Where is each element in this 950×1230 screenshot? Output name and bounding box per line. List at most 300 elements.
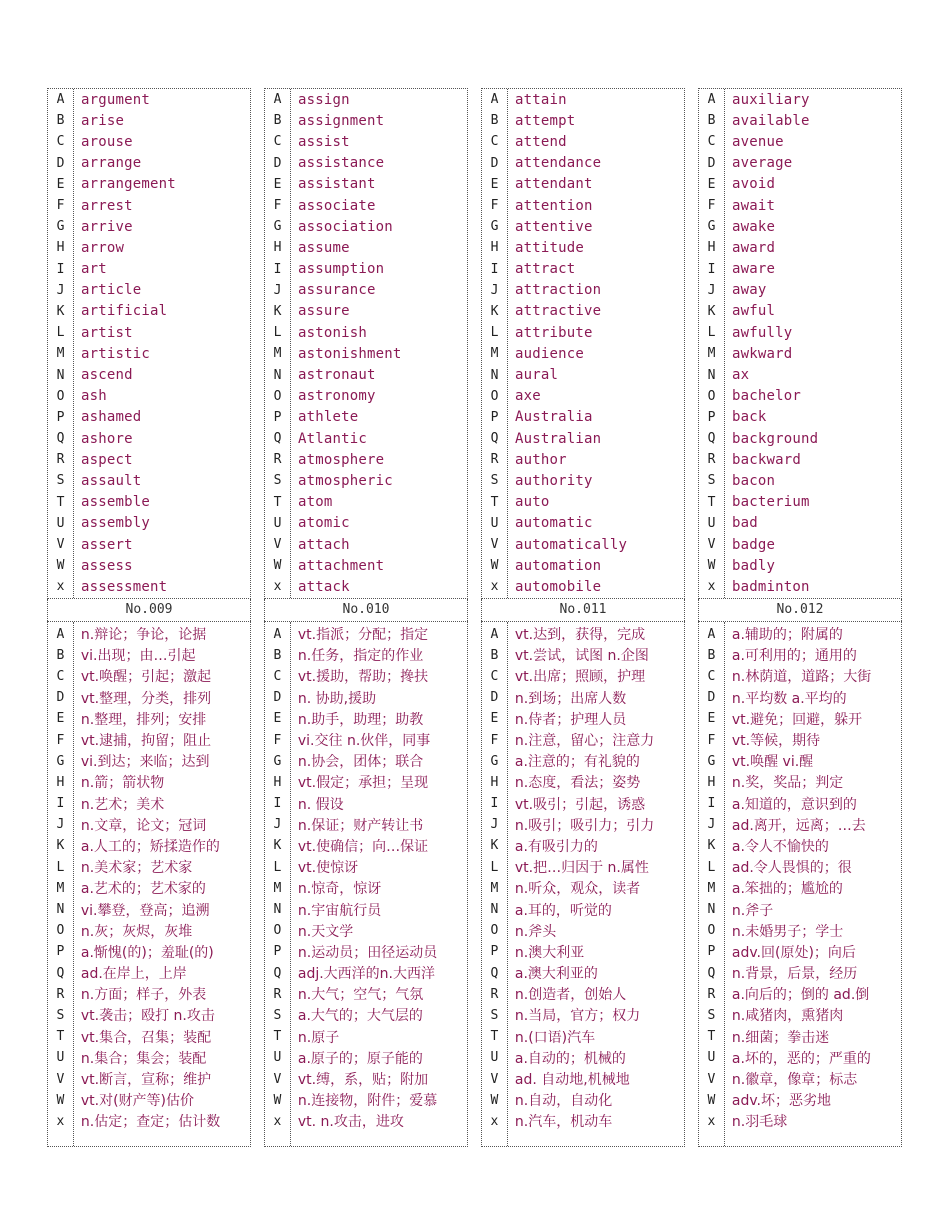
row-letter: H (707, 240, 716, 256)
row-letter: H (56, 240, 65, 256)
meaning-row (48, 963, 250, 984)
chinese-meaning: vt.对(财产等)估价 (80, 1093, 195, 1110)
meaning-row (48, 941, 250, 962)
row-letter: B (56, 113, 65, 129)
row-letter: N (707, 367, 716, 383)
row-letter: J (273, 817, 282, 833)
meaning-row (699, 899, 901, 920)
row-letter: S (490, 1007, 499, 1023)
english-word: article (81, 282, 142, 299)
english-word: attention (515, 197, 593, 214)
english-word: assumption (298, 261, 385, 278)
english-word: ashamed (81, 409, 142, 426)
english-word: art (81, 261, 107, 278)
meaning-row (699, 687, 901, 708)
row-letter: G (273, 219, 282, 235)
chinese-meaning: vt.达到，获得，完成 (514, 627, 646, 644)
english-word: automation (515, 557, 602, 574)
chinese-meaning: n.吸引；吸引力；引力 (514, 817, 655, 834)
row-letter: V (490, 1071, 499, 1087)
meaning-row (265, 729, 467, 750)
chinese-meaning: n.(口语)汽车 (514, 1029, 596, 1046)
chinese-meaning: n.咸猪肉，熏猪肉 (731, 1008, 844, 1025)
word-row (48, 449, 250, 470)
english-word: bacterium (732, 494, 810, 511)
row-letter: T (56, 1029, 65, 1045)
meaning-row (48, 687, 250, 708)
chinese-meaning: n.整理，排列；安排 (80, 711, 207, 728)
meaning-row (699, 835, 901, 856)
meaning-row (265, 645, 467, 666)
row-letter: W (56, 558, 65, 574)
word-row (482, 449, 684, 470)
meaning-row (265, 920, 467, 941)
english-word: ascend (81, 367, 133, 384)
english-word: available (732, 112, 810, 129)
row-letter: V (56, 537, 65, 553)
english-word: astronaut (298, 367, 376, 384)
row-letter: E (273, 711, 282, 727)
row-letter: Q (56, 965, 65, 981)
row-letter: L (490, 859, 499, 875)
row-letter: V (273, 537, 282, 553)
chinese-meaning: vt.袭击；殴打 n.攻击 (80, 1008, 215, 1025)
chinese-meaning: n.协会，团体；联合 (297, 754, 424, 771)
row-letter: M (490, 880, 499, 896)
english-word: athlete (298, 409, 359, 426)
row-letter: U (707, 1050, 716, 1066)
row-letter: R (56, 986, 65, 1002)
row-letter: P (273, 944, 282, 960)
word-row (265, 322, 467, 343)
vocab-column (698, 88, 902, 1150)
row-letter: D (56, 690, 65, 706)
word-row (265, 470, 467, 491)
vocab-column (47, 88, 251, 1150)
meaning-row (482, 1111, 684, 1132)
row-letter: L (490, 325, 499, 341)
word-row (48, 216, 250, 237)
chinese-meaning: vt.尝试，试图 n.企图 (514, 648, 649, 665)
meaning-row (482, 708, 684, 729)
meaning-row (699, 772, 901, 793)
row-letter: O (56, 388, 65, 404)
row-letter: E (273, 176, 282, 192)
chinese-meaning: n. 假设 (297, 796, 344, 813)
row-letter: R (490, 986, 499, 1002)
meaning-row (482, 920, 684, 941)
row-letter: N (490, 902, 499, 918)
english-word: assignment (298, 112, 385, 129)
word-row (265, 449, 467, 470)
meaning-row (482, 835, 684, 856)
meaning-row (699, 1090, 901, 1111)
row-letter: C (707, 134, 716, 150)
english-word: axe (515, 388, 541, 405)
chinese-meaning: n.侍者；护理人员 (514, 711, 627, 728)
row-letter: F (707, 732, 716, 748)
chinese-meaning: vt.出席；照顾，护理 (514, 669, 646, 686)
english-word: astonish (298, 324, 368, 341)
row-letter: O (707, 388, 716, 404)
row-letter: A (273, 626, 282, 642)
word-row (48, 174, 250, 195)
meaning-row (482, 729, 684, 750)
english-word: authority (515, 472, 593, 489)
row-letter: J (490, 282, 499, 298)
chinese-meaning: n.细菌；拳击迷 (731, 1029, 830, 1046)
row-letter: E (56, 176, 65, 192)
english-word: aural (515, 367, 559, 384)
list-number: No.010 (264, 599, 468, 621)
word-row (699, 407, 901, 428)
english-word: assist (298, 133, 350, 150)
row-letter: S (56, 473, 65, 489)
word-row (699, 386, 901, 407)
chinese-meaning: a.大气的；大气层的 (297, 1008, 423, 1025)
english-word: attend (515, 133, 567, 150)
english-word: away (732, 282, 767, 299)
meaning-row (482, 793, 684, 814)
chinese-meaning: a.艺术的；艺术家的 (80, 881, 206, 898)
row-letter: M (273, 880, 282, 896)
chinese-meaning: n.未婚男子；学士 (731, 923, 844, 940)
meaning-row (265, 857, 467, 878)
row-letter: K (56, 303, 65, 319)
word-list (698, 88, 902, 599)
meaning-row (48, 751, 250, 772)
meaning-row (699, 645, 901, 666)
row-letter: V (273, 1071, 282, 1087)
meaning-row (699, 984, 901, 1005)
chinese-meaning: ad.离开，远离；…去 (731, 817, 866, 834)
word-row (265, 237, 467, 258)
chinese-meaning: adv.回(原处)；向后 (731, 944, 856, 961)
meaning-row (699, 814, 901, 835)
row-letter: H (490, 774, 499, 790)
meaning-row (265, 1026, 467, 1047)
row-letter: B (707, 647, 716, 663)
chinese-meaning: vt.整理，分类，排列 (80, 690, 212, 707)
row-letter: U (490, 1050, 499, 1066)
chinese-meaning: a.自动的；机械的 (514, 1050, 626, 1067)
row-letter: I (490, 796, 499, 812)
word-row (48, 195, 250, 216)
english-word: auxiliary (732, 91, 810, 108)
english-word: awfully (732, 324, 793, 341)
word-row (265, 364, 467, 385)
english-word: badly (732, 557, 776, 574)
meaning-row (265, 1047, 467, 1068)
row-letter: E (707, 176, 716, 192)
meaning-row (48, 835, 250, 856)
english-word: back (732, 409, 767, 426)
word-row (48, 131, 250, 152)
meaning-list (264, 621, 468, 1148)
row-letter: P (707, 409, 716, 425)
english-word: automatically (515, 536, 628, 553)
row-letter: W (490, 1092, 499, 1108)
chinese-meaning: vt.使确信；向…保证 (297, 838, 429, 855)
meaning-row (699, 751, 901, 772)
row-letter: U (56, 1050, 65, 1066)
meaning-row (265, 1090, 467, 1111)
word-row (482, 386, 684, 407)
chinese-meaning: n.注意，留心；注意力 (514, 733, 655, 750)
english-word: attract (515, 261, 576, 278)
meaning-row (265, 941, 467, 962)
meaning-row (482, 984, 684, 1005)
meaning-row (48, 857, 250, 878)
chinese-meaning: n.原子 (297, 1029, 340, 1046)
row-letter: F (273, 198, 282, 214)
meaning-row (482, 687, 684, 708)
word-row (48, 322, 250, 343)
row-letter: C (273, 668, 282, 684)
row-letter: I (56, 261, 65, 277)
word-row (48, 343, 250, 364)
chinese-meaning: n.当局，官方；权力 (514, 1008, 641, 1025)
meaning-row (482, 857, 684, 878)
chinese-meaning: vt.等候，期待 (731, 733, 821, 750)
row-letter: T (490, 1029, 499, 1045)
row-letter: D (707, 155, 716, 171)
row-letter: B (490, 647, 499, 663)
word-row (265, 513, 467, 534)
english-word: attain (515, 91, 567, 108)
meaning-row (265, 624, 467, 645)
word-row (482, 576, 684, 597)
word-row (265, 492, 467, 513)
word-row (48, 89, 250, 110)
row-letter: O (273, 923, 282, 939)
english-word: association (298, 218, 393, 235)
english-word: awkward (732, 345, 793, 362)
meaning-row (265, 835, 467, 856)
word-row (265, 216, 467, 237)
row-letter: W (490, 558, 499, 574)
row-letter: J (56, 817, 65, 833)
meaning-list (698, 621, 902, 1148)
word-row (699, 216, 901, 237)
row-letter: K (707, 303, 716, 319)
row-letter: R (273, 452, 282, 468)
chinese-meaning: n.运动员；田径运动员 (297, 944, 438, 961)
word-row (265, 555, 467, 576)
meaning-row (48, 899, 250, 920)
list-number: No.012 (698, 599, 902, 621)
word-row (48, 534, 250, 555)
chinese-meaning: n.奖，奖品；判定 (731, 775, 844, 792)
row-letter: T (56, 494, 65, 510)
meaning-row (265, 751, 467, 772)
english-word: awful (732, 303, 776, 320)
word-row (699, 534, 901, 555)
meaning-row (699, 624, 901, 645)
row-letter: A (273, 92, 282, 108)
row-letter: W (707, 1092, 716, 1108)
chinese-meaning: n. 协助,援助 (297, 690, 377, 707)
row-letter: K (273, 303, 282, 319)
word-row (48, 280, 250, 301)
row-letter: D (273, 690, 282, 706)
chinese-meaning: n.集合；集会；装配 (80, 1050, 207, 1067)
english-word: assistance (298, 155, 385, 172)
word-row (48, 513, 250, 534)
meaning-row (265, 708, 467, 729)
english-word: assure (298, 303, 350, 320)
list-number: No.009 (47, 599, 251, 621)
chinese-meaning: n.斧头 (514, 923, 557, 940)
meaning-row (48, 793, 250, 814)
word-row (482, 110, 684, 131)
word-row (482, 131, 684, 152)
row-letter: D (490, 690, 499, 706)
row-letter: F (707, 198, 716, 214)
word-row (265, 301, 467, 322)
meaning-row (48, 920, 250, 941)
word-row (482, 407, 684, 428)
row-letter: S (707, 1007, 716, 1023)
english-word: badminton (732, 578, 810, 595)
english-word: background (732, 430, 819, 447)
word-row (482, 301, 684, 322)
row-letter: O (490, 923, 499, 939)
word-row (265, 343, 467, 364)
meaning-row (482, 751, 684, 772)
vocabulary-sheet (47, 88, 899, 1150)
row-letter: H (56, 774, 65, 790)
chinese-meaning: adj.大西洋的n.大西洋 (297, 966, 436, 983)
row-letter: Q (56, 431, 65, 447)
chinese-meaning: n.天文学 (297, 923, 354, 940)
meaning-row (265, 772, 467, 793)
word-row (482, 153, 684, 174)
chinese-meaning: n.自动，自动化 (514, 1093, 613, 1110)
row-letter: N (490, 367, 499, 383)
meaning-row (265, 1068, 467, 1089)
row-letter: M (56, 880, 65, 896)
chinese-meaning: a.笨拙的；尴尬的 (731, 881, 843, 898)
chinese-meaning: a.惭愧(的)；羞耻(的) (80, 944, 214, 961)
english-word: atmosphere (298, 451, 385, 468)
word-row (699, 343, 901, 364)
row-letter: T (490, 494, 499, 510)
chinese-meaning: n.惊奇，惊讶 (297, 881, 382, 898)
row-letter: K (707, 838, 716, 854)
row-letter: x (273, 579, 282, 595)
meaning-row (482, 878, 684, 899)
english-word: aspect (81, 451, 133, 468)
chinese-meaning: ad. 自动地,机械地 (514, 1072, 630, 1089)
chinese-meaning: n.林荫道，道路；大街 (731, 669, 872, 686)
row-letter: B (273, 647, 282, 663)
meaning-row (482, 1047, 684, 1068)
word-row (699, 153, 901, 174)
row-letter: T (707, 494, 716, 510)
chinese-meaning: n.汽车，机动车 (514, 1114, 613, 1131)
row-letter: T (273, 1029, 282, 1045)
chinese-meaning: vt.唤醒；引起；激起 (80, 669, 212, 686)
chinese-meaning: a.人工的；矫揉造作的 (80, 838, 220, 855)
word-row (265, 428, 467, 449)
meaning-row (699, 1047, 901, 1068)
row-letter: L (56, 859, 65, 875)
english-word: backward (732, 451, 802, 468)
word-row (699, 322, 901, 343)
chinese-meaning: vt.援助，帮助；搀扶 (297, 669, 429, 686)
meaning-row (48, 1026, 250, 1047)
row-letter: O (490, 388, 499, 404)
english-word: artificial (81, 303, 168, 320)
word-row (699, 470, 901, 491)
meaning-row (48, 1068, 250, 1089)
row-letter: S (273, 1007, 282, 1023)
row-letter: C (490, 668, 499, 684)
word-row (48, 407, 250, 428)
row-letter: x (56, 579, 65, 595)
meaning-row (699, 793, 901, 814)
english-word: bad (732, 515, 758, 532)
row-letter: F (56, 732, 65, 748)
chinese-meaning: a.坏的，恶的；严重的 (731, 1050, 871, 1067)
chinese-meaning: ad.在岸上，上岸 (80, 966, 187, 983)
chinese-meaning: vi.出现；由…引起 (80, 648, 196, 665)
row-letter: J (707, 817, 716, 833)
row-letter: J (56, 282, 65, 298)
row-letter: B (56, 647, 65, 663)
chinese-meaning: n.羽毛球 (731, 1114, 788, 1131)
chinese-meaning: n.助手，助理；助教 (297, 711, 424, 728)
meaning-row (482, 963, 684, 984)
row-letter: B (490, 113, 499, 129)
word-row (699, 555, 901, 576)
word-row (48, 364, 250, 385)
english-word: atmospheric (298, 472, 393, 489)
english-word: automatic (515, 515, 593, 532)
word-row (482, 174, 684, 195)
row-letter: P (56, 944, 65, 960)
english-word: ax (732, 367, 750, 384)
meaning-row (48, 1047, 250, 1068)
meaning-list (481, 621, 685, 1148)
chinese-meaning: vt.集合，召集；装配 (80, 1029, 212, 1046)
meaning-row (699, 941, 901, 962)
row-letter: R (490, 452, 499, 468)
word-row (265, 259, 467, 280)
row-letter: W (273, 558, 282, 574)
row-letter: G (707, 219, 716, 235)
meaning-row (699, 666, 901, 687)
row-letter: S (490, 473, 499, 489)
row-letter: V (490, 537, 499, 553)
row-letter: U (707, 515, 716, 531)
meaning-row (699, 729, 901, 750)
english-word: assign (298, 91, 350, 108)
row-letter: Q (490, 431, 499, 447)
row-letter: R (273, 986, 282, 1002)
row-letter: Q (273, 431, 282, 447)
english-word: automobile (515, 578, 602, 595)
english-word: associate (298, 197, 376, 214)
row-letter: H (273, 774, 282, 790)
word-row (482, 322, 684, 343)
chinese-meaning: a.向后的；倒的 ad.倒 (731, 987, 870, 1004)
row-letter: V (707, 537, 716, 553)
row-letter: O (56, 923, 65, 939)
english-word: atom (298, 494, 333, 511)
english-word: arrive (81, 218, 133, 235)
